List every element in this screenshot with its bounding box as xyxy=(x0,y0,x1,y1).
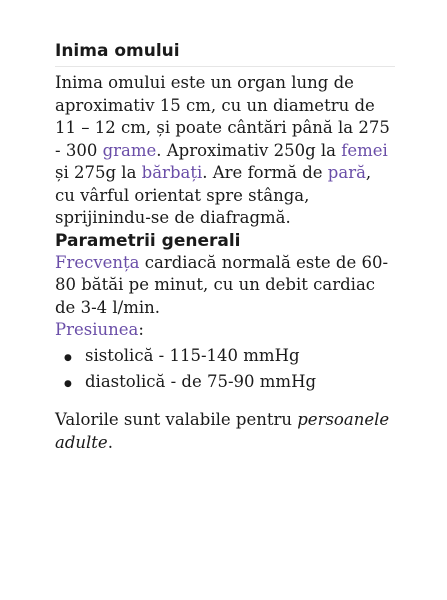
note-text-1: Valorile sunt valabile pentru xyxy=(55,410,298,429)
intro-paragraph xyxy=(55,72,395,230)
note-emphasis: persoanele adulte xyxy=(55,410,390,452)
frequency-text: cardiacă normală este de 60-80 bătăi pe minut, cu un debit cardiac de 3-4 l/min. xyxy=(55,252,389,317)
intro-text-4: . Are formă de xyxy=(202,163,328,182)
note-text-2: . xyxy=(107,432,113,452)
bullet-icon: ● xyxy=(64,379,72,389)
intro-text-3: și 275g la xyxy=(55,163,142,182)
link-presiunea[interactable]: Presiunea xyxy=(55,320,139,339)
intro-text-5: , cu vârful orientat spre stânga, sprijinindu-se de diafragmă. xyxy=(55,163,372,227)
link-frecventa[interactable]: Frecvența xyxy=(55,252,140,272)
link-femei[interactable]: femei xyxy=(341,140,388,160)
note-paragraph xyxy=(55,409,395,454)
link-para[interactable]: pară xyxy=(327,163,366,182)
pressure-item-systolic: sistolică - 115-140 mmHg xyxy=(85,346,300,365)
pressure-label xyxy=(55,319,395,341)
pressure-list xyxy=(55,343,395,395)
bullet-icon: ● xyxy=(64,353,72,363)
list-item xyxy=(55,369,395,395)
link-grame[interactable]: grame xyxy=(102,140,157,160)
article-content xyxy=(55,40,395,454)
intro-text-1: Inima omului este un organ lung de aproximativ 15 cm, cu un diametru de 11 – 12 cm, și poate cântări până la 275 - 300 xyxy=(55,73,390,160)
pressure-item-diastolic: diastolică - de 75-90 mmHg xyxy=(85,372,317,391)
section-title-parametrii: Parametrii generali xyxy=(55,230,241,251)
page-title: Inima omului xyxy=(55,40,395,67)
frequency-paragraph xyxy=(55,252,395,320)
link-barbati[interactable]: bărbați xyxy=(141,163,203,182)
list-item xyxy=(55,343,395,369)
intro-text-2: . Aproximativ 250g la xyxy=(156,140,342,160)
pressure-colon: : xyxy=(138,320,144,339)
